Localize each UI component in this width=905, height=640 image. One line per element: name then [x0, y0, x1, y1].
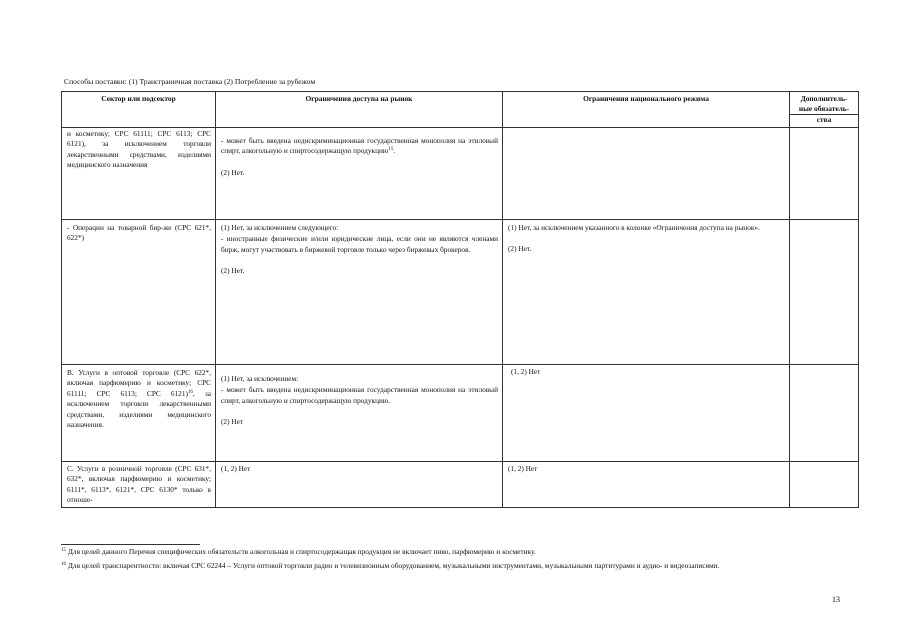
sector-cell — [62, 365, 216, 462]
header-additional-commitments — [790, 92, 859, 128]
national-treatment-cell — [503, 462, 790, 508]
table-row — [62, 462, 859, 508]
header-additional-line2: ные обязатель- — [798, 104, 850, 113]
additional-cell — [790, 220, 859, 365]
table-header-row — [62, 92, 859, 128]
additional-cell — [790, 128, 859, 220]
sector-text: - Операции на товарной бир-же (CPC 621*, 622*) — [67, 223, 211, 243]
market-access-mode1-detail: - иностранные физические и/или юридические лица, если они не являются членами бирж, могут участвовать в биржевой торговле только через биржевых брокеров. — [221, 234, 498, 254]
additional-cell — [790, 365, 859, 462]
footnote-15: $^{15}$ Для целей данного Перечня специфических обязательств алкогольная и спиртосодержащая продукция не включает пиво, парфюмерию и косметику. — [61, 547, 536, 556]
market-access-mode2: (2) Нет. — [221, 266, 245, 276]
sector-cell — [62, 220, 216, 365]
delivery-modes-caption: Способы поставки: (1) Трансграничная поставка (2) Потребление за рубежом — [64, 77, 316, 86]
additional-cell — [790, 462, 859, 508]
national-treatment-mode2: (2) Нет. — [508, 244, 532, 254]
national-treatment-mode1: (1) Нет, за исключением указанного в колонке «Ограничения доступа на рынок». — [508, 223, 760, 232]
footnote-ref-15[interactable]: 15 — [388, 147, 394, 153]
market-access-mode1: (1) Нет, за исключением: — [221, 374, 299, 383]
market-access-mode1: (1) Нет, за исключением следующего: — [221, 223, 339, 232]
header-additional-line1: Дополнитель- — [800, 94, 848, 103]
market-access-cell — [216, 462, 503, 508]
sector-cell — [62, 128, 216, 220]
sector-text: B. Услуги в оптовой торговле (CPC 622*, включая парфюмерию и косметику; CPC 61111; CPC 6113; CPC 6121)$^{16}$, за исключением торговли лекарственными средствами, изделиями медицинского назначения. — [67, 368, 211, 430]
header-market-access: Ограничения доступа на рынок — [216, 92, 503, 128]
table-row — [62, 128, 859, 220]
footnote-ref-16[interactable]: 16 — [187, 389, 193, 395]
market-access-modes: (1, 2) Нет — [221, 464, 251, 473]
national-treatment-cell — [503, 220, 790, 365]
national-treatment-modes: (1, 2) Нет — [511, 367, 541, 376]
national-treatment-modes: (1, 2) Нет — [508, 464, 538, 473]
header-sector: Сектор или подсектор — [62, 92, 216, 128]
sector-text: C. Услуги в розничной торговле (CPC 631*, 632*, включая парфюмерию и косметику; 6111*, 6113*, 6121*, CPC 6130* только в отноше- — [67, 464, 211, 505]
market-access-text: - может быть введена недискриминационная государственная монополия на этиловый спирт, алкогольную и спиртосодержащую продукцию$^{15}$. — [221, 136, 498, 156]
table-row — [62, 220, 859, 365]
market-access-cell — [216, 220, 503, 365]
market-access-mode1-detail: - может быть введена недискриминационная государственная монополия на этиловый спирт, алкогольную и спиртосодержащую продукцию. — [221, 385, 498, 405]
header-additional-line3: ства — [790, 114, 858, 125]
sector-text: и косметику; CPC 61111; CPC 6113; CPC 6121), за исключением торговли лекарственными средствами, изделиями медицинского назначения — [67, 129, 211, 170]
header-national-treatment: Ограничения национального режима — [503, 92, 790, 128]
commitments-table — [61, 91, 859, 508]
market-access-cell — [216, 365, 503, 462]
sector-cell — [62, 462, 216, 508]
market-access-cell — [216, 128, 503, 220]
national-treatment-cell — [503, 365, 790, 462]
footnote-16: $^{16}$ Для целей транспарентности: включая CPC 62244 – Услуги оптовой торговли радио и телевизионным оборудованием, музыкальными инструментами, музыкальными партитурами и аудио- и видеозаписями. — [61, 561, 720, 570]
footnote-separator — [61, 544, 200, 545]
market-access-mode2: (2) Нет. — [221, 167, 245, 177]
market-access-mode2: (2) Нет — [221, 417, 244, 427]
page-number: 13 — [832, 595, 840, 604]
national-treatment-cell — [503, 128, 790, 220]
table-row — [62, 365, 859, 462]
